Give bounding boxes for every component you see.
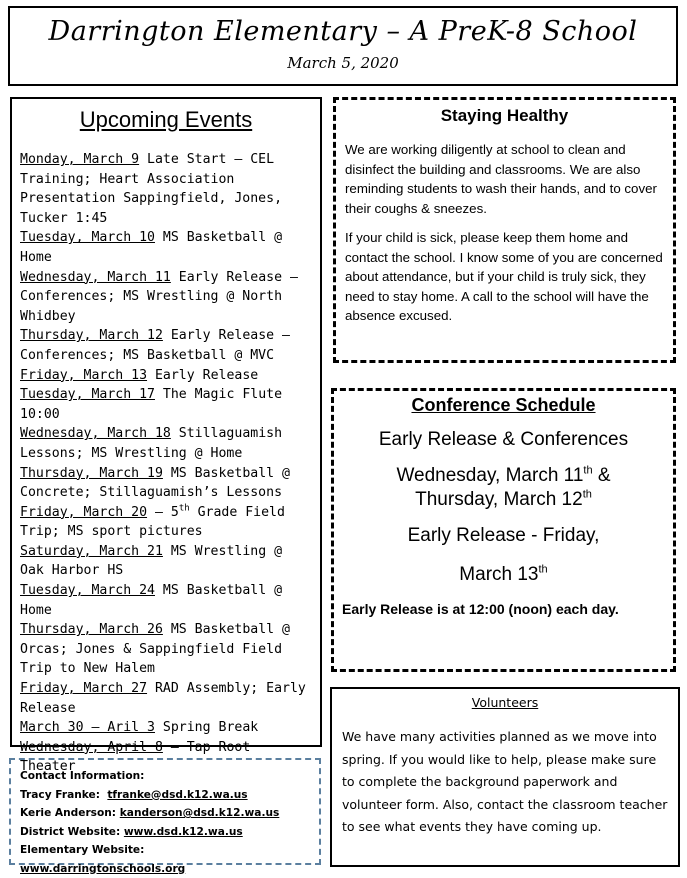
contact-label: Elementary Website: [20,844,145,856]
conference-line-2 [342,464,665,488]
volunteers-body: We have many activities planned as we move into spring. If you would like to help, please make sure to complete the background paperwork and volunteer form. Also, contact the classroom teacher to see what events they have coming up. [342,729,668,834]
event-text: MS Wrestling @ Oak Harbor HS [20,543,283,579]
conference-line-4: Early Release - Friday, [407,525,600,546]
event-item [20,150,312,228]
event-item [20,366,312,386]
healthy-heading: Staying Healthy [440,106,569,125]
events-list [20,150,312,777]
upcoming-events-panel [10,97,322,775]
event-item [20,424,312,463]
ordinal-sup: th [582,488,592,501]
event-text: The Magic Flute 10:00 [20,387,283,422]
contact-label: Kerie Anderson: [20,807,117,819]
conference-note: Early Release is at 12:00 (noon) each day. [342,601,619,617]
newsletter-title: Darrington Elementary – A PreK-8 School [48,16,638,47]
event-text: MS Basketball @ Orcas; Jones & Sappingfield Field Trip to New Halem [20,622,290,677]
event-date: Thursday, March 12 [20,328,163,344]
newsletter-date: March 5, 2020 [287,54,399,72]
website-link[interactable]: www.dsd.k12.wa.us [123,825,243,838]
ordinal-sup: th [583,464,593,477]
events-heading: Upcoming Events [79,107,253,132]
event-item [20,581,312,620]
event-date: Tuesday, March 17 [20,387,155,403]
newsletter-header [8,6,678,86]
event-date: Tuesday, March 10 [20,230,155,246]
contact-row [20,804,310,823]
event-date: March 30 – Aril 3 [20,720,155,736]
event-item [20,228,312,267]
conference-schedule-panel [331,388,676,672]
event-text-sup: th [178,503,190,514]
contact-row [20,823,310,842]
conference-thursday: Thursday, March 12 [415,489,583,510]
conference-ampersand: & [592,465,611,486]
event-date: Wednesday, March 11 [20,269,171,285]
contact-label: Tracy Franke: [20,788,100,801]
contact-information-panel [9,758,321,875]
contact-row [20,786,310,805]
event-text: Spring Break [154,720,259,736]
conference-friday-date: March 13 [459,564,539,585]
event-text: MS Basketball @ Home [20,230,283,265]
event-date: Thursday, March 26 [20,622,163,638]
event-text: RAD Assembly; Early Release [20,681,306,716]
event-date: Friday, March 13 [20,367,148,383]
event-date: Tuesday, March 24 [20,583,155,599]
event-item [20,326,312,365]
event-item [20,542,312,581]
event-item [20,268,312,327]
event-date: Friday, March 20 [20,504,148,520]
email-link[interactable]: kanderson@dsd.k12.wa.us [119,807,280,819]
email-link[interactable]: tfranke@dsd.k12.wa.us [107,788,248,801]
ordinal-sup: th [538,563,548,576]
conference-line-3 [342,488,665,512]
event-text: Early Release [147,367,259,383]
event-item [20,464,312,503]
volunteers-heading: Volunteers [471,695,539,710]
contact-label: District Website: [20,825,121,838]
event-text: Grade Field Trip; MS sport pictures [20,504,285,540]
event-text: MS Basketball @ Concrete; Stillaguamish’s Lessons [20,465,290,501]
event-item [20,503,312,542]
healthy-paragraph-2: If your child is sick, please keep them home and contact the school. I know some of you are concerned about attendance, but if your child is truly sick, they need to stay home. A call to the school will have the absence excused. [345,230,663,323]
event-text-pre: – 5 [147,504,179,520]
event-date: Thursday, March 19 [20,465,163,481]
conference-line-5 [342,563,665,587]
conference-line-1: Early Release & Conferences [378,429,629,450]
event-date: Monday, March 9 [20,152,140,167]
conference-heading: Conference Schedule [411,395,596,415]
event-text: Early Release – Conferences; MS Wrestling @ North Whidbey [20,269,298,324]
conference-wednesday: Wednesday, March 11 [396,465,584,486]
healthy-paragraph-1: We are working diligently at school to clean and disinfect the building and classrooms. We are also reminding students to wash their hands, and to cover their coughs & sneezes. [345,142,657,216]
event-text: Early Release – Conferences; MS Basketball @ MVC [20,328,290,363]
event-date: Wednesday, March 18 [20,426,171,442]
event-date: Saturday, March 21 [20,543,163,559]
staying-healthy-panel [333,97,676,363]
event-item [20,385,312,424]
event-date: Wednesday, April 8 [20,739,163,755]
contact-heading: Contact Information: [20,770,145,782]
event-text: – Tap Root Theater [20,739,251,775]
volunteers-panel [330,687,680,867]
contact-row [20,841,310,878]
event-text: Stillaguamish Lessons; MS Wrestling @ Home [20,426,283,461]
website-link[interactable]: www.darringtonschools.org [20,862,186,875]
event-item [20,679,312,718]
event-text: MS Basketball @ Home [20,583,283,618]
event-text: Late Start – CEL Training; Heart Association Presentation Sappingfield, Jones, Tucker 1:45 [20,152,283,226]
event-item [20,620,312,679]
event-item [20,718,312,738]
event-date: Friday, March 27 [20,681,148,697]
